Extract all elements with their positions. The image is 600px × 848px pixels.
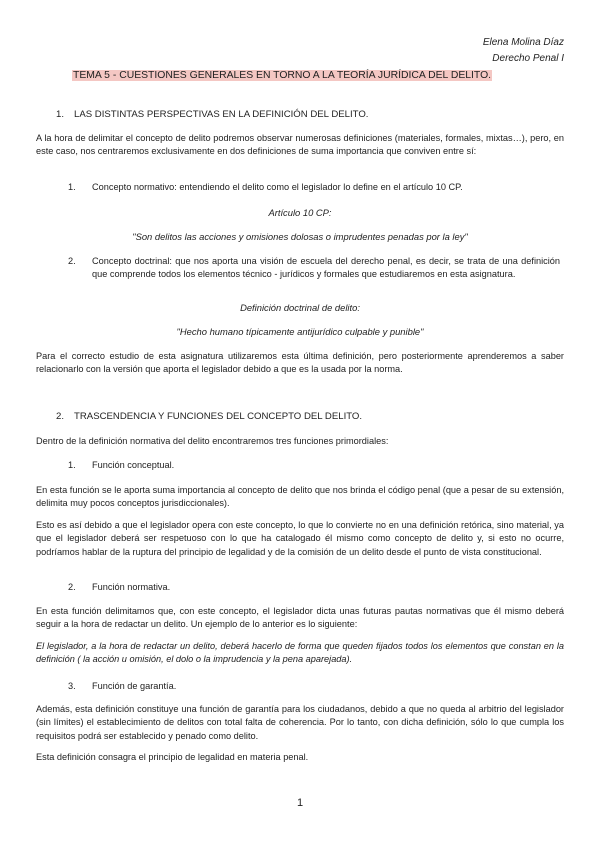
function-garantia-heading [68, 680, 560, 693]
paragraph-conceptual-2: Esto es así debido a que el legislador opera con este concepto, lo que lo convierte no en una definición retórica, sino material, ya que el legislador deberá ser respetuoso con lo que ha catalogado él mismo como concepto de delito y, si esto no ocurre, podríamos hablar de la ruptura del principio de legalidad y de la comisión de un delito desde el punto de vista constitucional. [36, 520, 564, 557]
article-title: Artículo 10 CP: [268, 207, 332, 218]
paragraph-garantia-1: Además, esta definición constituye una función de garantía para los ciudadanos, debido a que no queda al arbitrio del legislador (sin límites) el establecimiento de delitos con total falta de coherencia. Por lo tanto, con dicha definición, sólo lo que cumpla los requisitos podrá ser establecido y penado como delito. [36, 704, 564, 741]
list-text: Concepto doctrinal: que nos aporta una visión de escuela del derecho penal, es decir, se trata de una definición que comprende todos los elementos técnico - jurídicos y formales que estudiaremos en esta asignatura. [92, 256, 560, 279]
doctrinal-quote: "Hecho humano típicamente antijurídico culpable y punible" [176, 326, 424, 337]
section-1-number: 1. [56, 109, 65, 120]
section-1-intro: A la hora de delimitar el concepto de delito podremos observar numerosas definiciones (materiales, formales, mixtas…), pero, en este caso, nos centraremos exclusivamente en dos definiciones de suma importancia que conviven entre sí: [36, 133, 564, 157]
header-author: Elena Molina Díaz [482, 37, 564, 48]
list-number: 1. [68, 460, 76, 470]
page-number: 1 [296, 797, 304, 809]
list-text: Función normativa. [92, 582, 171, 592]
section-2-title: TRASCENDENCIA Y FUNCIONES DEL CONCEPTO DEL DELITO. [74, 411, 363, 422]
article-quote: "Son delitos las acciones y omisiones dolosas o imprudentes penadas por la ley" [132, 231, 468, 242]
list-text: Concepto normativo: entendiendo el delito como el legislador lo define en el artículo 10 CP. [92, 182, 463, 192]
document-title-wrap [72, 65, 492, 83]
paragraph-garantia-2: Esta definición consagra el principio de legalidad en materia penal. [36, 752, 309, 762]
list-number: 3. [68, 681, 76, 691]
function-normativa-heading [68, 581, 560, 594]
section-2-number: 2. [56, 411, 65, 422]
section-1-title: LAS DISTINTAS PERSPECTIVAS EN LA DEFINICIÓN DEL DELITO. [74, 109, 369, 120]
list-text: Función conceptual. [92, 460, 175, 470]
list-number: 2. [68, 256, 76, 266]
section-2-intro: Dentro de la definición normativa del delito encontraremos tres funciones primordiales: [36, 436, 389, 446]
paragraph-normativa-1: En esta función delimitamos que, con este concepto, el legislador dicta unas futuras pautas normativas que él mismo deberá seguir a la hora de redactar un delito. Un ejemplo de lo anterior es lo siguiente: [36, 606, 564, 630]
document-title: TEMA 5 - CUESTIONES GENERALES EN TORNO A LA TEORÍA JURÍDICA DEL DELITO. [73, 70, 492, 81]
list-text: Función de garantía. [92, 681, 177, 691]
doctrinal-title: Definición doctrinal de delito: [240, 302, 360, 313]
section-2-heading [56, 411, 362, 422]
list-item-concepto-normativo [68, 181, 560, 194]
paragraph-normativa-example: El legislador, a la hora de redactar un delito, deberá hacerlo de forma que queden fijados todos los elementos que constan en la definición ( la acción u omisión, el dolo o la imprudencia y la pena aparejada). [36, 641, 564, 665]
paragraph-conceptual-1: En esta función se le aporta suma importancia al concepto de delito que nos brinda el código penal (que a pesar de su extensión, delimita muy pocos conceptos jurisdiccionales). [36, 485, 564, 509]
list-item-concepto-doctrinal [68, 255, 560, 280]
header-course: Derecho Penal I [492, 53, 564, 64]
section-1-closing: Para el correcto estudio de esta asignatura utilizaremos esta última definición, pero posteriormente aprenderemos a saber relacionarlo con la versión que aporta el legislador debido a que es la usada por la norma. [36, 351, 564, 375]
section-1-heading [56, 109, 368, 120]
list-number: 1. [68, 182, 76, 192]
function-conceptual-heading [68, 459, 560, 472]
list-number: 2. [68, 582, 76, 592]
